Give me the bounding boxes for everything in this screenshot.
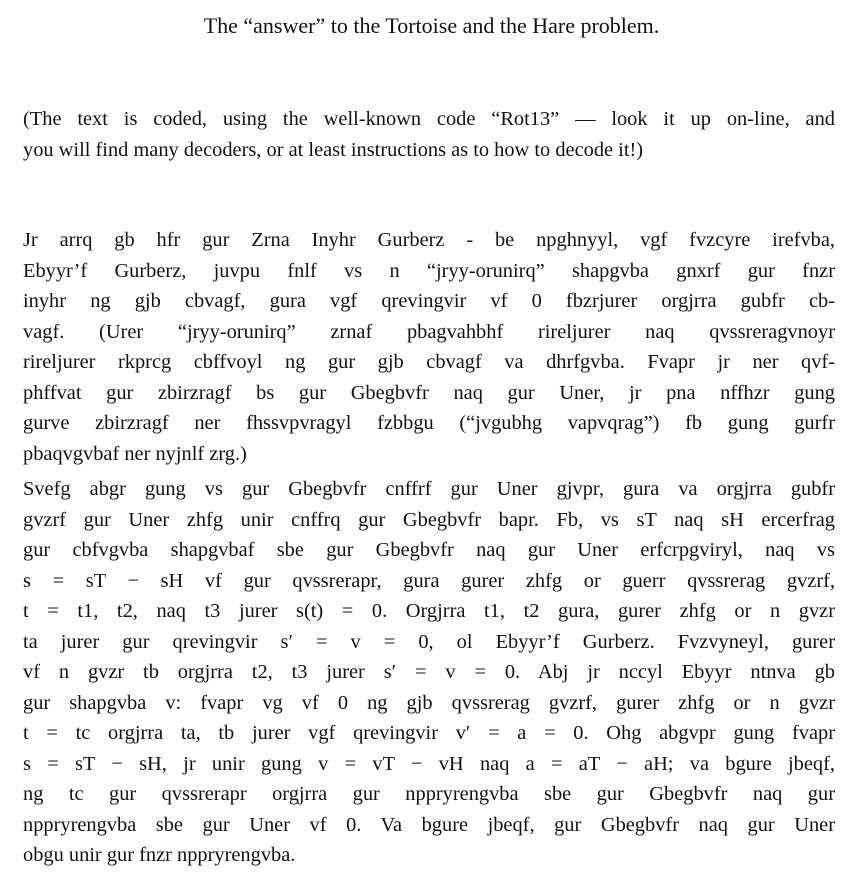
paragraph-1 — [23, 225, 835, 469]
paragraph-line: phffvat gur zbirzragf bs gur Gbegbvfr naq gur Uner, jr pna nffhzr gung — [23, 381, 835, 404]
paragraph-line: s = sT − sH vf gur qvssrerapr, gura gurer zhfg or guerr qvssrerag gvzrf, — [23, 569, 835, 592]
paragraph-line: gur cbfvgvba shapgvbaf sbe gur Gbegbvfr naq gur Uner erfcrpgviryl, naq vs — [23, 539, 835, 561]
paragraph-line: nppryrengvba sbe gur Uner vf 0. Va bgure jbeqf, gur Gbegbvfr naq gur Uner — [23, 813, 835, 836]
paragraph-line: ta jurer gur qrevingvir s′ = v = 0, ol Ebyyr’f Gurberz. Fvzvyneyl, gurer — [23, 630, 835, 653]
intro-line: (The text is coded, using the well-known code “Rot13” — look it up on-line, and — [23, 108, 835, 130]
paragraph-line: t = tc orgjrra ta, tb jurer vgf qrevingvir v′ = a = 0. Ohg abgvpr gung fvapr — [23, 722, 835, 744]
paragraph-line: vagf. (Urer “jryy-orunirq” zrnaf pbagvahbhf rireljurer naq qvssreragvnoyr — [23, 320, 835, 343]
paragraph-line: s = sT − sH, jr unir gung v = vT − vH naq a = aT − aH; va bgure jbeqf, — [23, 752, 835, 775]
page-title: The “answer” to the Tortoise and the Hare problem. — [203, 13, 660, 38]
paragraph-line: Ebyyr’f Gurberz, juvpu fnlf vs n “jryy-orunirq” shapgvba gnxrf gur fnzr — [23, 259, 835, 282]
paragraph-line: obgu unir gur fnzr nppryrengvba. — [23, 844, 296, 866]
paragraph-line: inyhr ng gjb cbvagf, gura vgf qrevingvir vf 0 fbzrjurer orgjrra gubfr cb- — [23, 290, 835, 312]
paragraph-line: t = t1, t2, naq t3 jurer s(t) = 0. Orgjrra t1, t2 gura, gurer zhfg or n gvzr — [23, 600, 835, 622]
paragraph-line: gur shapgvba v: fvapr vg vf 0 ng gjb qvssrerag gvzrf, gurer zhfg or n gvzr — [23, 691, 835, 714]
intro-note — [23, 104, 835, 165]
paragraph-line: gvzrf gur Uner zhfg unir cnffrq gur Gbegbvfr bapr. Fb, vs sT naq sH ercerfrag — [23, 508, 835, 531]
paragraph-line: pbaqvgvbaf ner nyjnlf zrg.) — [23, 442, 247, 465]
paragraph-2 — [23, 474, 835, 871]
paragraph-line: ng tc gur qvssrerapr orgjrra gur nppryrengvba sbe gur Gbegbvfr naq gur — [23, 783, 835, 805]
intro-line: you will find many decoders, or at least instructions as to how to decode it!) — [23, 138, 644, 161]
paragraph-line: vf n gvzr tb orgjrra t2, t3 jurer s′ = v = 0. Abj jr nccyl Ebyyr ntnva gb — [23, 661, 835, 683]
paragraph-line: gurve zbirzragf ner fhssvpvragyl fzbbgu (“jvgubhg vapvqrag”) fb gung gurfr — [23, 412, 835, 434]
paragraph-line: Svefg abgr gung vs gur Gbegbvfr cnffrf gur Uner gjvpr, gura va orgjrra gubfr — [23, 478, 835, 500]
paragraph-line: Jr arrq gb hfr gur Zrna Inyhr Gurberz - be npghnyyl, vgf fvzcyre irefvba, — [23, 229, 835, 251]
paragraph-line: rireljurer rkprcg cbffvoyl ng gur gjb cbvagf va dhrfgvba. Fvapr jr ner qvf- — [23, 351, 835, 373]
